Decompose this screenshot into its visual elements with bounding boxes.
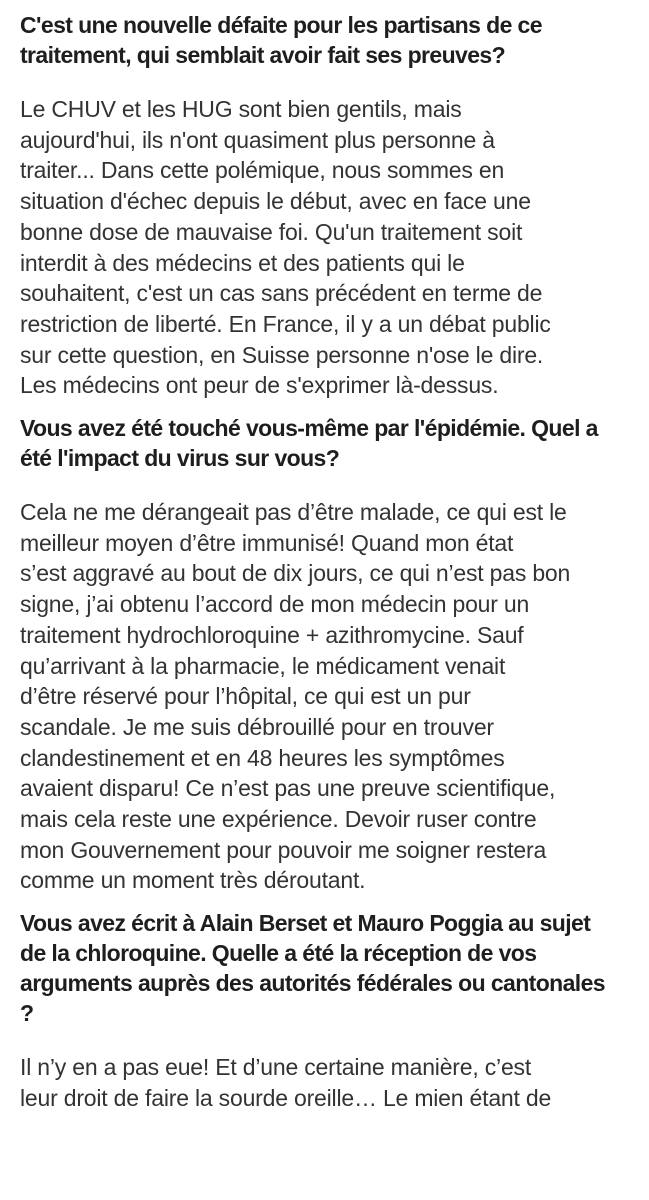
text-line: bonne dose de mauvaise foi. Qu'un traitement soit [20,218,523,245]
text-line: de la chloroquine. Quelle a été la réception de vos [20,940,537,967]
question-heading [20,908,645,1028]
text-line: Vous avez été touché vous-même par l'épidémie. Quel a [20,415,598,442]
article-body [20,10,645,1114]
text-line: qu’arrivant à la pharmacie, le médicament venait [20,652,506,679]
text-line: aujourd'hui, ils n'ont quasiment plus personne à [20,126,495,153]
text-line: comme un moment très déroutant. [20,867,366,894]
text-line: restriction de liberté. En France, il y a un débat public [20,310,551,337]
text-line: Cela ne me dérangeait pas d’être malade, ce qui est le [20,499,567,526]
text-line: mais cela reste une expérience. Devoir ruser contre [20,806,537,833]
text-line: scandale. Je me suis débrouillé pour en trouver [20,713,494,740]
text-line: été l'impact du virus sur vous? [20,445,340,472]
text-line: Les médecins ont peur de s'exprimer là-dessus. [20,372,499,399]
text-line: traitement hydrochloroquine + azithromycine. Sauf [20,621,524,648]
text-line: souhaitent, c'est un cas sans précédent en terme de [20,280,543,307]
answer-paragraph [20,497,645,896]
text-line: meilleur moyen d’être immunisé! Quand mon état [20,529,514,556]
text-line: arguments auprès des autorités fédérales ou cantonales [20,970,605,997]
text-line: Vous avez écrit à Alain Berset et Mauro Poggia au sujet [20,910,591,937]
text-line: interdit à des médecins et des patients qui le [20,249,465,276]
text-line: clandestinement et en 48 heures les symptômes [20,744,505,771]
text-line: C'est une nouvelle défaite pour les partisans de ce [20,12,542,38]
text-line: Le CHUV et les HUG sont bien gentils, mais [20,96,462,122]
text-line: avaient disparu! Ce n’est pas une preuve scientifique, [20,775,556,802]
text-line: s’est aggravé au bout de dix jours, ce qui n’est pas bon [20,560,571,587]
text-line: ? [20,1000,34,1027]
text-line: mon Gouvernement pour pouvoir me soigner restera [20,836,547,863]
text-line: leur droit de faire la sourde oreille… Le mien étant de [20,1084,552,1111]
answer-paragraph [20,94,645,401]
text-line: Il n’y en a pas eue! Et d’une certaine manière, c’est [20,1054,532,1081]
question-heading [20,413,645,473]
text-line: sur cette question, en Suisse personne n'ose le dire. [20,341,544,368]
text-line: d’être réservé pour l’hôpital, ce qui est un pur [20,683,471,710]
text-line: traiter... Dans cette polémique, nous sommes en [20,157,505,184]
answer-paragraph [20,1052,645,1113]
text-line: situation d'échec depuis le début, avec en face une [20,188,531,215]
question-heading [20,10,645,70]
text-line: signe, j’ai obtenu l’accord de mon médecin pour un [20,591,530,618]
text-line: traitement, qui semblait avoir fait ses preuves? [20,42,506,68]
